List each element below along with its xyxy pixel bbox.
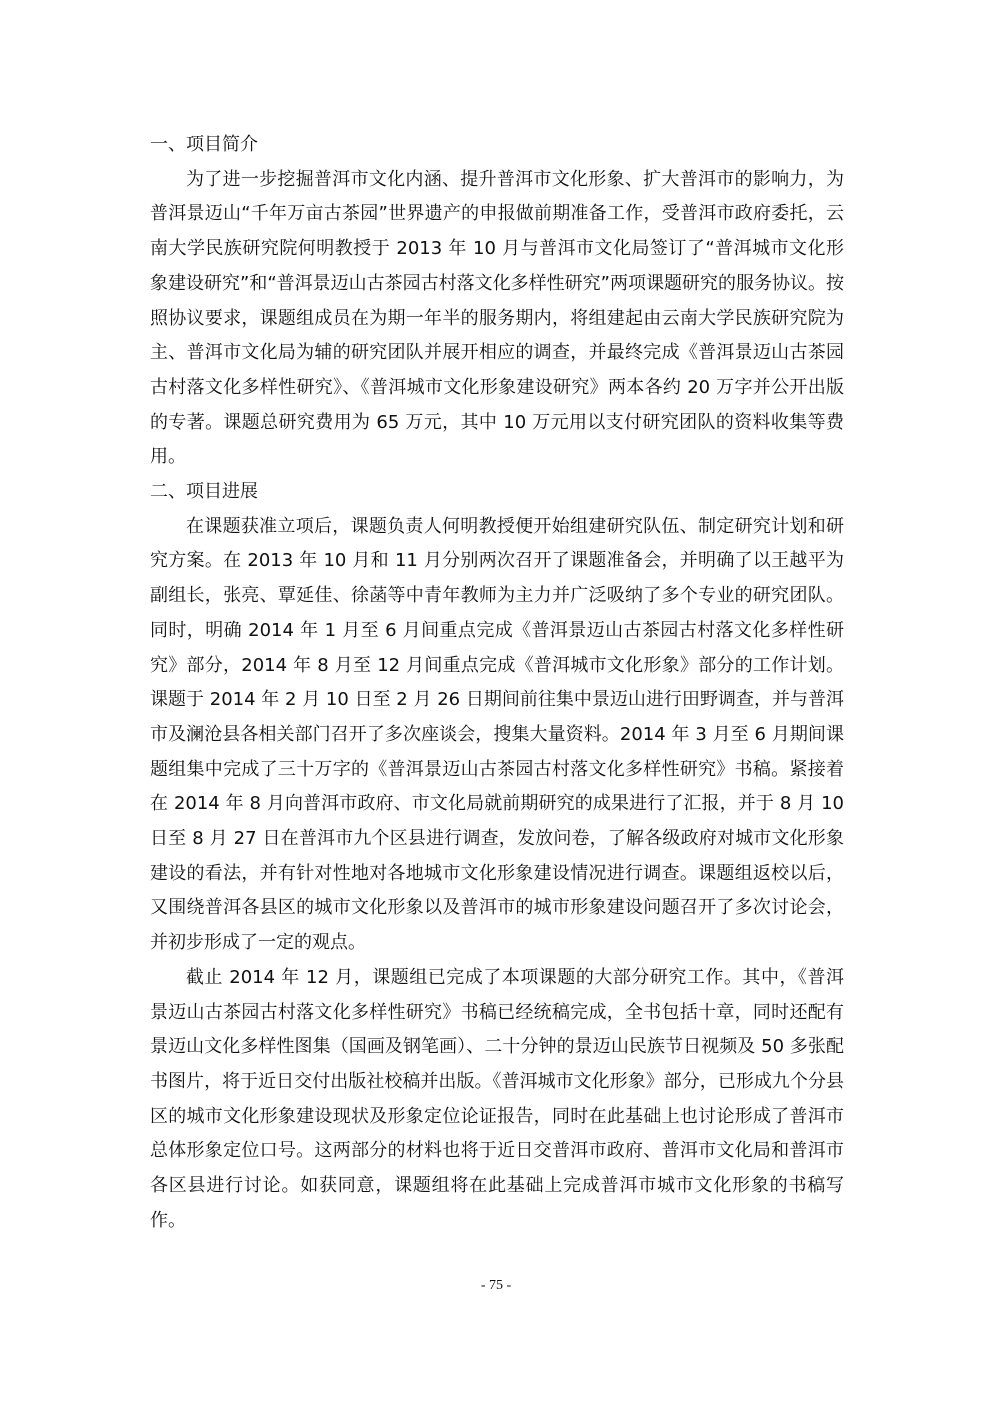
section-heading-project-progress: 二、项目进展 [150,481,258,503]
paragraph-progress-2: 截止 2014 年 12 月，课题组已完成了本项课题的大部分研究工作。其中，《普洱景迈山古茶园古村落文化多样性研究》书稿已经统稿完成，全书包括十章，同时还配有景迈山文化多样性图集（国画及钢笔画）、二十分钟的景迈山民族节日视频及 50 多张配书图片，将于近日交付出版社校稿并出版。《普洱城市文化形象》部分，已形成九个分县区的城市文化形象建设现状及形象定位论证报告，同时在此基础上也讨论形成了普洱市总体形象定位口号。这两部分的材料也将于近日交普洱市政府、普洱市文化局和普洱市各区县进行讨论。如获同意，课题组将在此基础上完成普洱市城市文化形象的书稿写作。 [150,966,844,1231]
paragraph-progress-1: 在课题获准立项后，课题负责人何明教授便开始组建研究队伍、制定研究计划和研究方案。在 2013 年 10 月和 11 月分别两次召开了课题准备会，并明确了以王越平为副组长，张亮、覃延佳、徐菡等中青年教师为主力并广泛吸纳了多个专业的研究团队。同时，明确 2014 年 1 月至 6 月间重点完成《普洱景迈山古茶园古村落文化多样性研究》部分，2014 年 8 月至 12 月间重点完成《普洱城市文化形象》部分的工作计划。课题于 2014 年 2 月 10 日至 2 月 26 日期间前往集中景迈山进行田野调查，并与普洱市及澜沧县各相关部门召开了多次座谈会，搜集大量资料。2014 年 3 月至 6 月期间课题组集中完成了三十万字的《普洱景迈山古茶园古村落文化多样性研究》书稿。紧接着在 2014 年 8 月向普洱市政府、市文化局就前期研究的成果进行了汇报，并于 8 月 10 日至 8 月 27 日在普洱市九个区县进行调查，发放问卷，了解各级政府对城市文化形象建设的看法，并有针对性地对各地城市文化形象建设情况进行调查。课题组返校以后，又围绕普洱各县区的城市文化形象以及普洱市的城市形象建设问题召开了多次讨论会，并初步形成了一定的观点。 [150,515,844,954]
document-body [150,128,844,1239]
section-heading-project-intro: 一、项目简介 [150,134,258,155]
paragraph-project-intro: 为了进一步挖掘普洱市文化内涵、提升普洱市文化形象、扩大普洱市的影响力，为普洱景迈山“千年万亩古茶园”世界遗产的申报做前期准备工作，受普洱市政府委托，云南大学民族研究院何明教授于 2013 年 10 月与普洱市文化局签订了“普洱城市文化形象建设研究”和“普洱景迈山古茶园古村落文化多样性研究”两项课题研究的服务协议。按照协议要求，课题组成员在为期一年半的服务期内，将组建起由云南大学民族研究院为主、普洱市文化局为辅的研究团队并展开相应的调查，并最终完成《普洱景迈山古茶园古村落文化多样性研究》、《普洱城市文化形象建设研究》两本各约 20 万字并公开出版的专著。课题总研究费用为 65 万元，其中 10 万元用以支付研究团队的资料收集等费用。 [150,168,844,468]
page-number: - 75 - [480,1278,512,1293]
